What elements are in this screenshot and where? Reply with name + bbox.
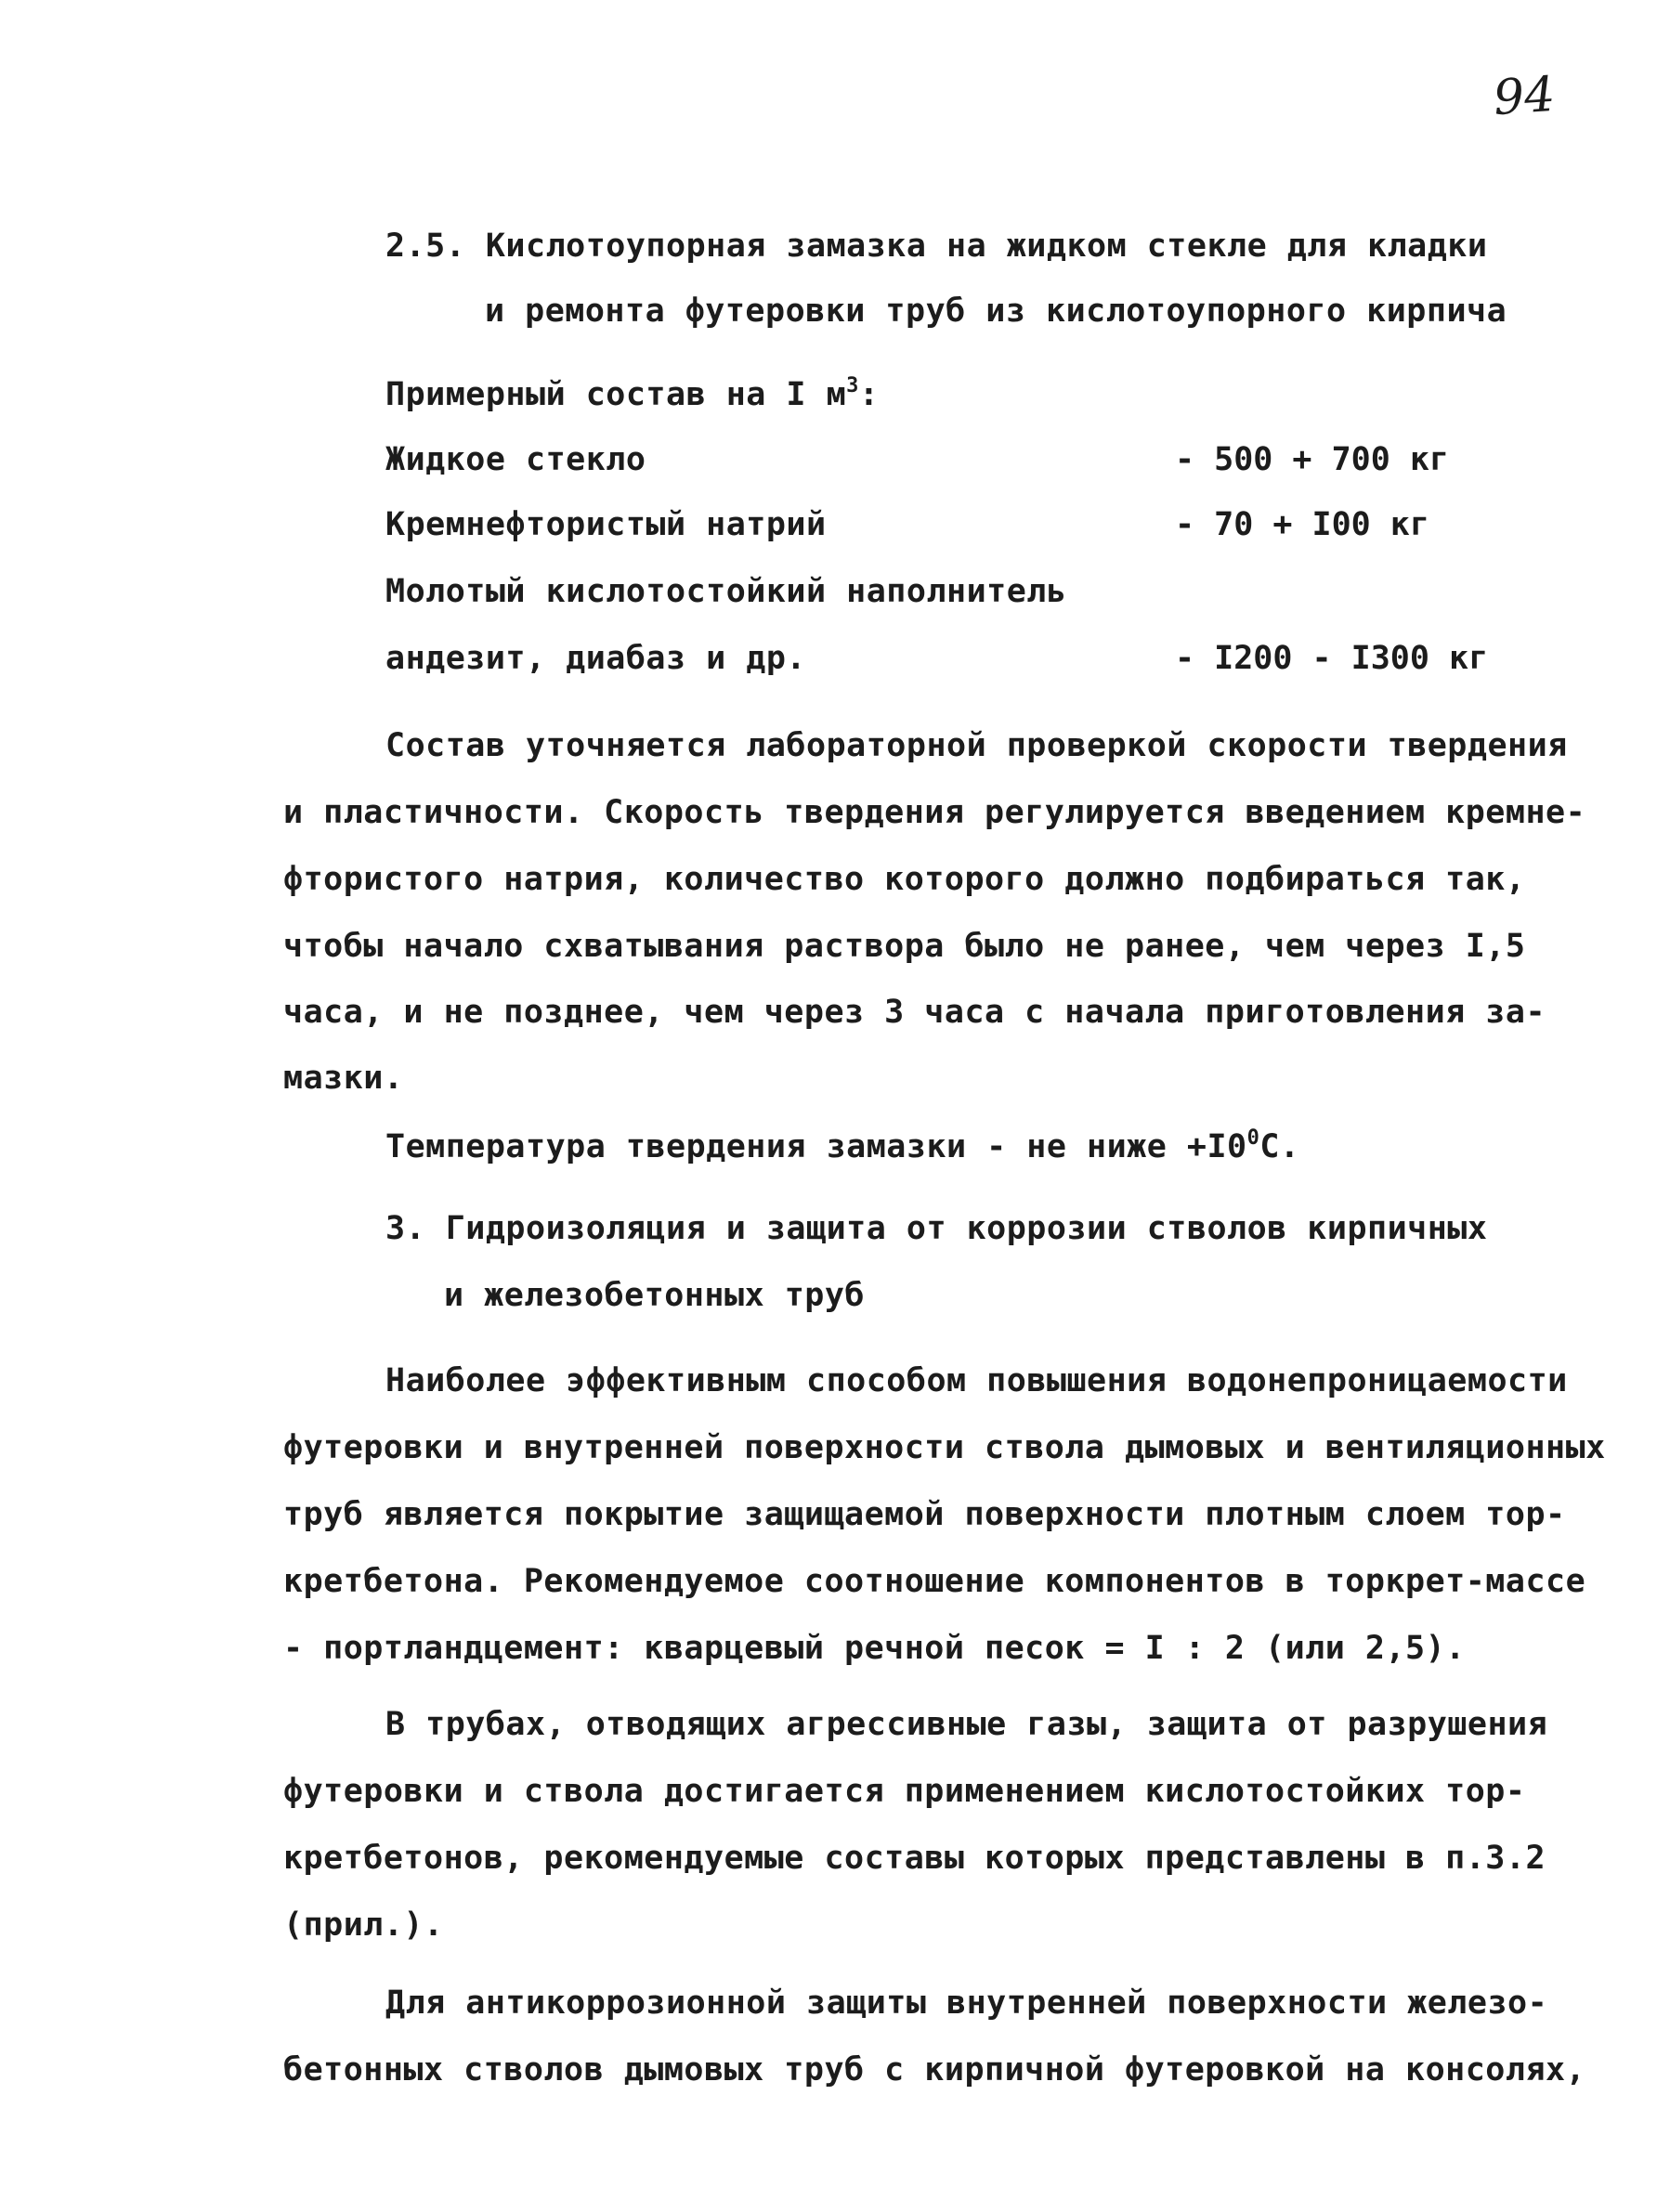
para2-line: труб является покрытие защищаемой поверхности плотным слоем тор- (283, 1496, 1566, 1533)
para1-line: и пластичности. Скорость твердения регулируется введением кремне- (283, 794, 1586, 831)
para4-line: бетонных стволов дымовых труб с кирпичной футеровкой на консолях, (283, 2051, 1586, 2088)
temperature-text: Температура твердения замазки - не ниже +I0 (385, 1128, 1247, 1165)
para3-line: кретбетонов, рекомендуемые составы которых представлены в п.3.2 (283, 1840, 1546, 1877)
para2-line: футеровки и внутренней поверхности ствола дымовых и вентиляционных (283, 1429, 1606, 1466)
para3-line: (прил.). (283, 1906, 444, 1944)
composition-row-name: андезит, диабаз и др. (385, 640, 807, 677)
composition-row-value: - I200 - I300 кг (1175, 640, 1489, 677)
temperature-sup: 0 (1246, 1126, 1260, 1150)
para1-line: фтористого натрия, количество которого должно подбираться так, (283, 861, 1526, 898)
composition-row-name: Молотый кислотостойкий наполнитель (385, 573, 1067, 610)
para2-line: кретбетона. Рекомендуемое соотношение компонентов в торкрет-массе (283, 1563, 1586, 1600)
page-number: 94 (1491, 66, 1558, 127)
section-2-5-title-line2: и ремонта футеровки труб из кислотоупорного кирпича (485, 293, 1507, 330)
para2-line: - портландцемент: кварцевый речной песок = I : 2 (или 2,5). (283, 1630, 1466, 1667)
temperature-line (385, 1126, 1300, 1165)
section-2-5-title-line1: 2.5. Кислотоупорная замазка на жидком стекле для кладки (385, 228, 1488, 265)
temperature-unit: С. (1259, 1128, 1300, 1165)
composition-intro (385, 374, 880, 413)
section-3-title-line1: 3. Гидроизоляция и защита от коррозии стволов кирпичных (385, 1210, 1488, 1247)
composition-intro-colon: : (858, 376, 880, 413)
composition-row-value: - 70 + I00 кг (1175, 506, 1429, 543)
para4-line: Для антикоррозионной защиты внутренней поверхности железо- (385, 1984, 1548, 2022)
para3-line: В трубах, отводящих агрессивные газы, защита от разрушения (385, 1706, 1548, 1743)
para1-line: Состав уточняется лабораторной проверкой скорости твердения (385, 727, 1568, 764)
para3-line: футеровки и ствола достигается применением кислотостойких тор- (283, 1773, 1526, 1810)
para2-line: Наиболее эффективным способом повышения водонепроницаемости (385, 1362, 1568, 1399)
composition-intro-text: Примерный состав на I м (385, 376, 847, 413)
composition-row-value: - 500 + 700 кг (1175, 441, 1450, 478)
para1-line: мазки. (283, 1060, 404, 1097)
composition-row-name: Жидкое стекло (385, 441, 646, 478)
composition-intro-sup: 3 (846, 374, 859, 397)
section-3-title-line2: и железобетонных труб (444, 1277, 866, 1314)
composition-row-name: Кремнефтористый натрий (385, 506, 827, 543)
para1-line: чтобы начало схватывания раствора было не ранее, чем через I,5 (283, 928, 1526, 965)
para1-line: часа, и не позднее, чем через 3 часа с начала приготовления за- (283, 994, 1546, 1031)
